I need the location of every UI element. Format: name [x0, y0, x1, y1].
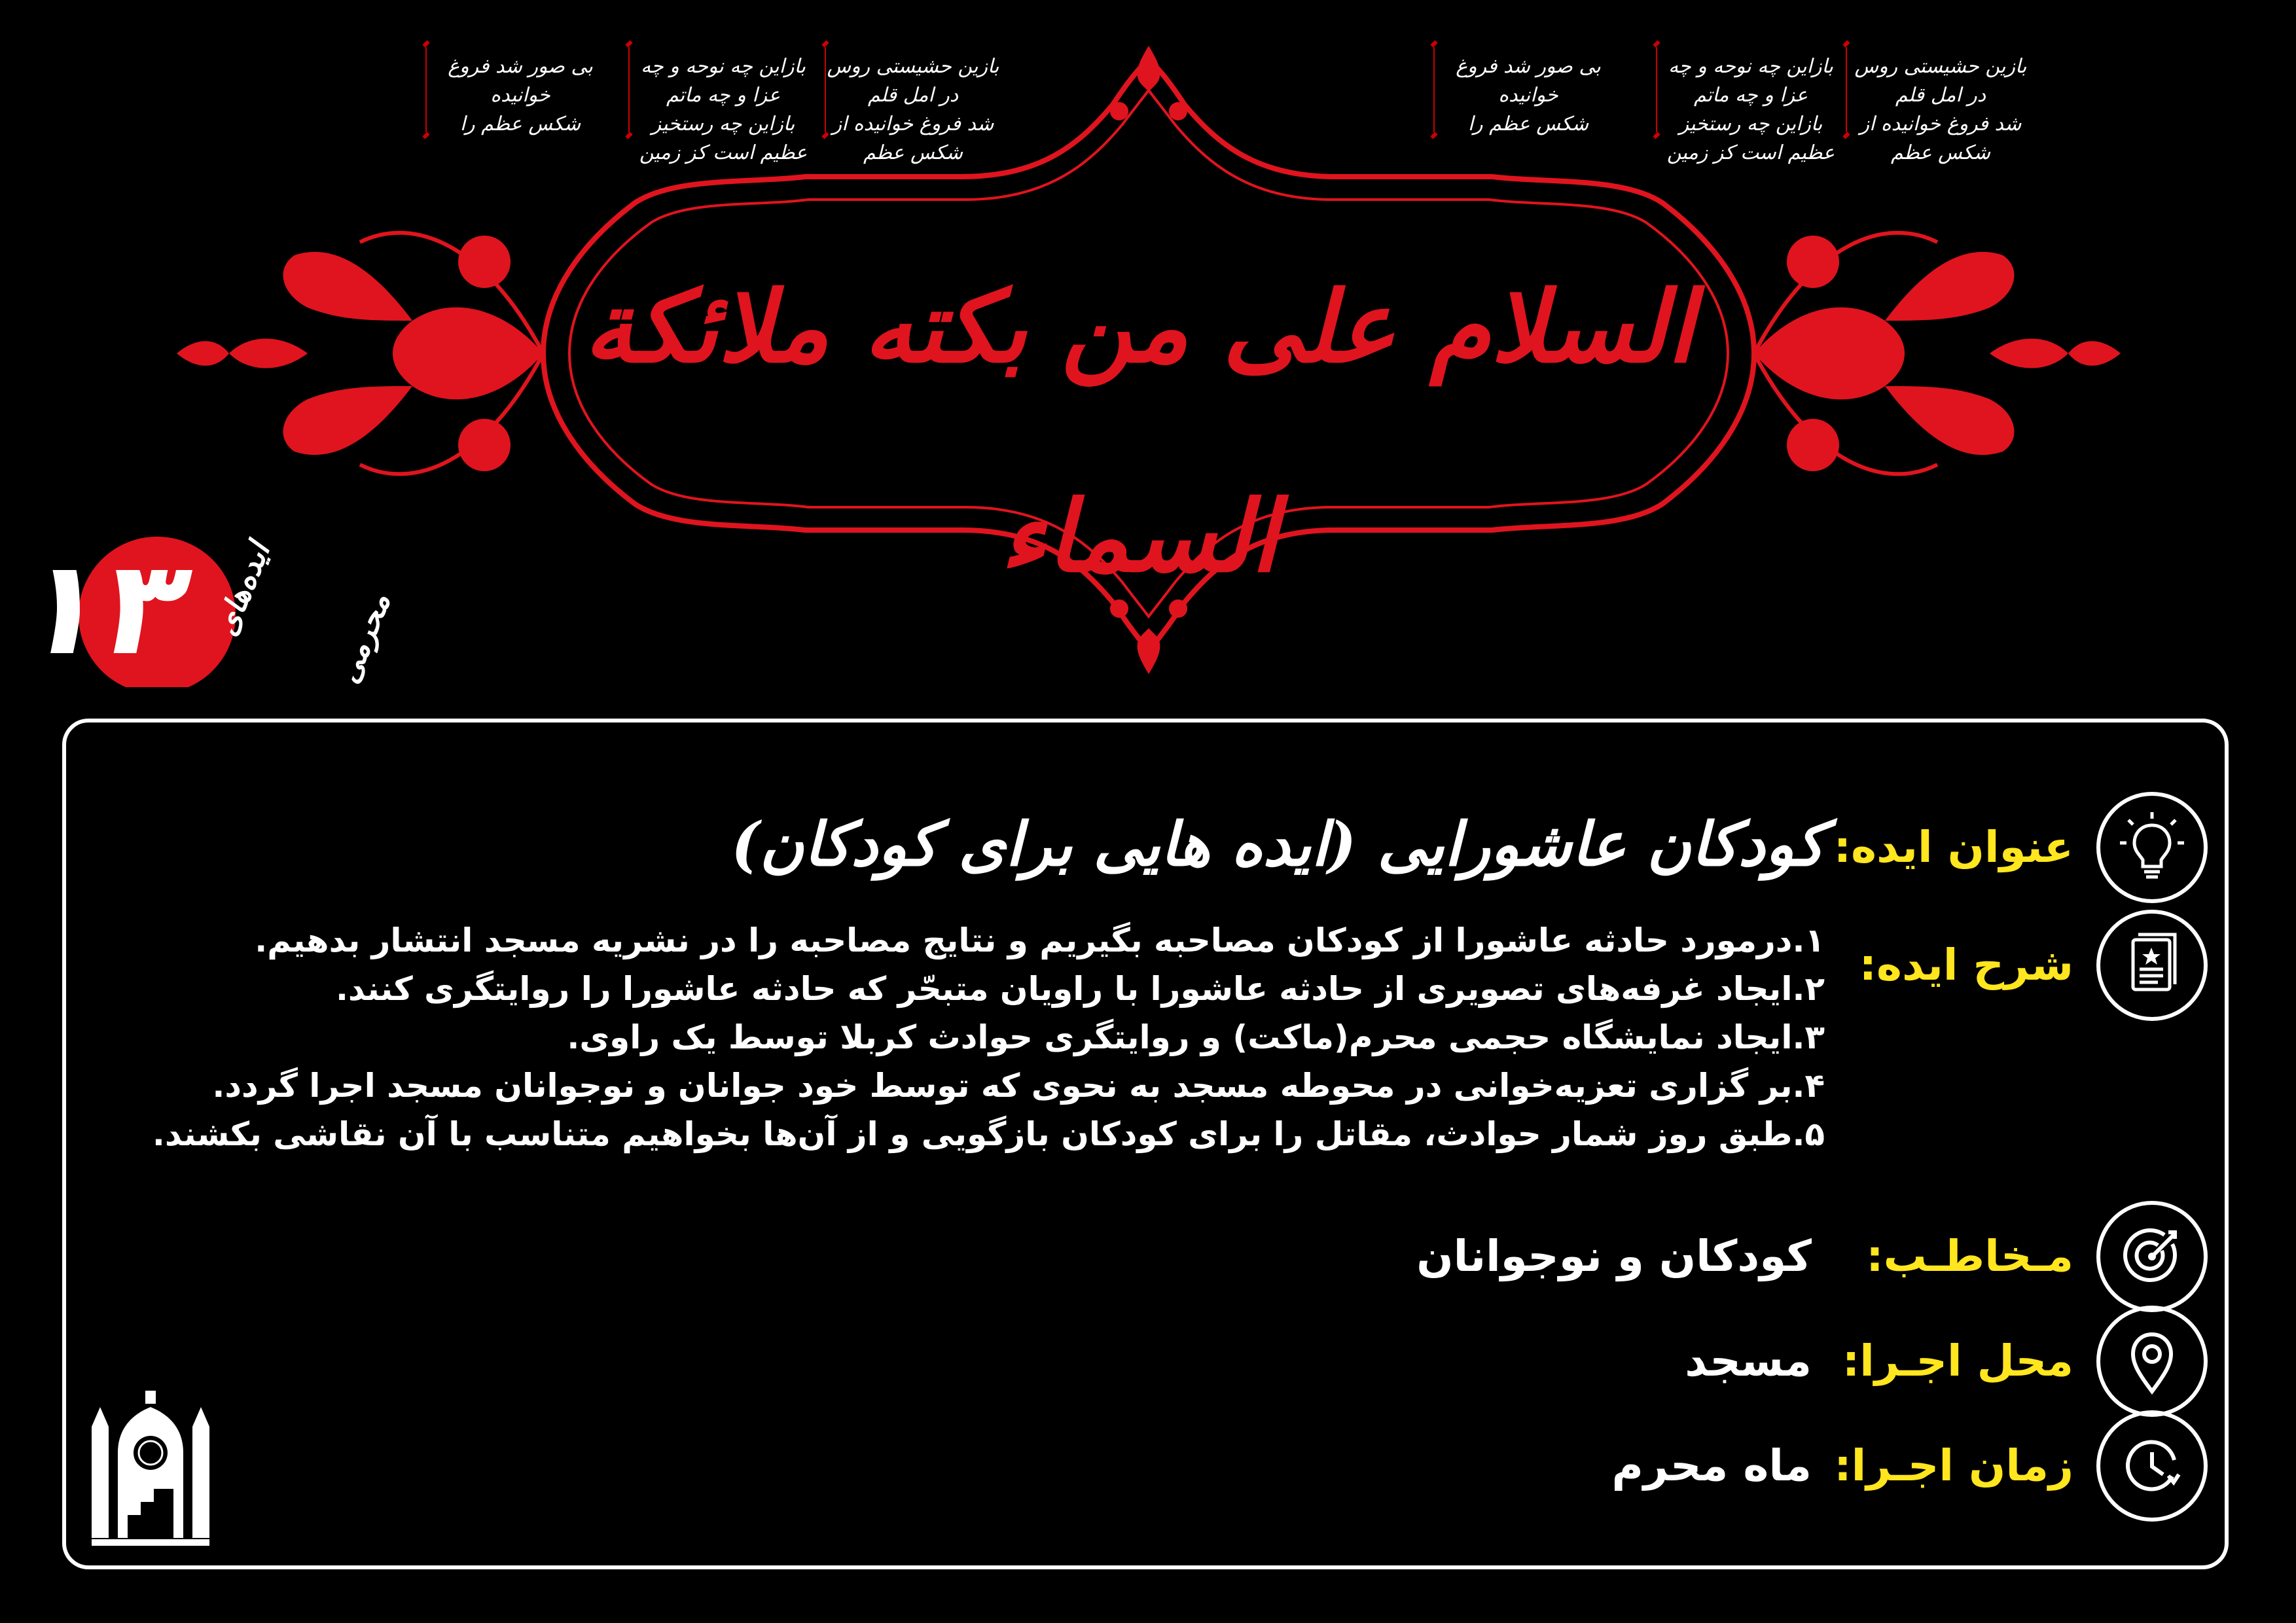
poem-4-line1: بازین حشیستی روس در امل قلم — [827, 55, 999, 107]
target-icon — [2096, 1201, 2208, 1312]
audience-value: کودکان و نوجوانان — [1416, 1231, 1812, 1281]
poem-5-line2: بازاین چه رستخیز عظیم است کز زمین — [639, 113, 808, 164]
time-value: ماه محرم — [1611, 1440, 1812, 1491]
description-label: شرح ایده: — [1859, 940, 2073, 990]
poem-1-line2: شد فروغ خوانیده از شکس عظم — [1859, 113, 2022, 164]
idea-title-label: عنوان ایده: — [1833, 822, 2073, 872]
poem-6-line2: شکس عظم را — [459, 113, 581, 135]
poem-2-line2: بازاین چه رستخیز عظیم است کز زمین — [1666, 113, 1835, 164]
poem-5-line1: بازاین چه نوحه و چه عزا و چه ماتم — [641, 55, 806, 107]
description-item: ۵.طبق روز شمار حوادث، مقاتل را برای کودکان بازگویی و از آن‌ها بخواهیم متناسب با آن نقاشی بکشند. — [152, 1115, 1825, 1153]
location-label: محل اجـرا: — [1842, 1336, 2073, 1386]
mosque-logo-icon — [85, 1387, 216, 1551]
time-label: زمان اجـرا: — [1834, 1440, 2073, 1491]
poem-1-line1: بازین حشیستی روس در امل قلم — [1854, 55, 2027, 107]
poem-2-line1: بازاین چه نوحه و چه عزا و چه ماتم — [1668, 55, 1833, 107]
poem-3-line2: شکس عظم را — [1467, 113, 1589, 135]
audience-label: مـخاطـب: — [1866, 1231, 2073, 1281]
description-item: ۲.ایجاد غرفه‌های تصویری از حادثه عاشورا با راویان متبحّر که حادثه عاشورا را روایتگری کنند. — [335, 970, 1825, 1008]
description-item: ۳.ایجاد نمایشگاه حجمی محرم(ماکت) و روایتگری حوادث کربلا توسط یک راوی. — [567, 1018, 1825, 1056]
location-value: مسجد — [1685, 1336, 1812, 1386]
idea-title: کودکان عاشورایی (ایده هایی برای کودکان) — [731, 809, 1825, 880]
banner-title: السلام علی من بکته ملائکة السماء — [583, 270, 1695, 594]
poem-4-line2: شد فروغ خوانیده از شکس عظم — [832, 113, 994, 164]
clock-icon — [2096, 1410, 2208, 1522]
badge-number: ۱۳ — [10, 532, 203, 685]
poem-6-line1: بی صور شد فروغ خوانیده — [448, 55, 593, 107]
description-item: ۴.بر گزاری تعزیه‌خوانی در محوطه مسجد به نحوی که توسط خود جوانان و نوجوانان مسجد اجرا گردد. — [212, 1067, 1825, 1105]
badge-label: ایده‌های محرمی — [207, 537, 398, 688]
location-pin-icon — [2096, 1306, 2208, 1417]
description-item: ۱.درمورد حادثه عاشورا از کودکان مصاحبه بگیریم و نتایج مصاحبه را در نشریه مسجد انتشار بدهیم. — [255, 921, 1825, 959]
description-list — [149, 916, 1825, 1158]
document-icon — [2096, 910, 2208, 1021]
poem-3-line1: بی صور شد فروغ خوانیده — [1456, 55, 1601, 107]
lightbulb-icon — [2096, 792, 2208, 903]
